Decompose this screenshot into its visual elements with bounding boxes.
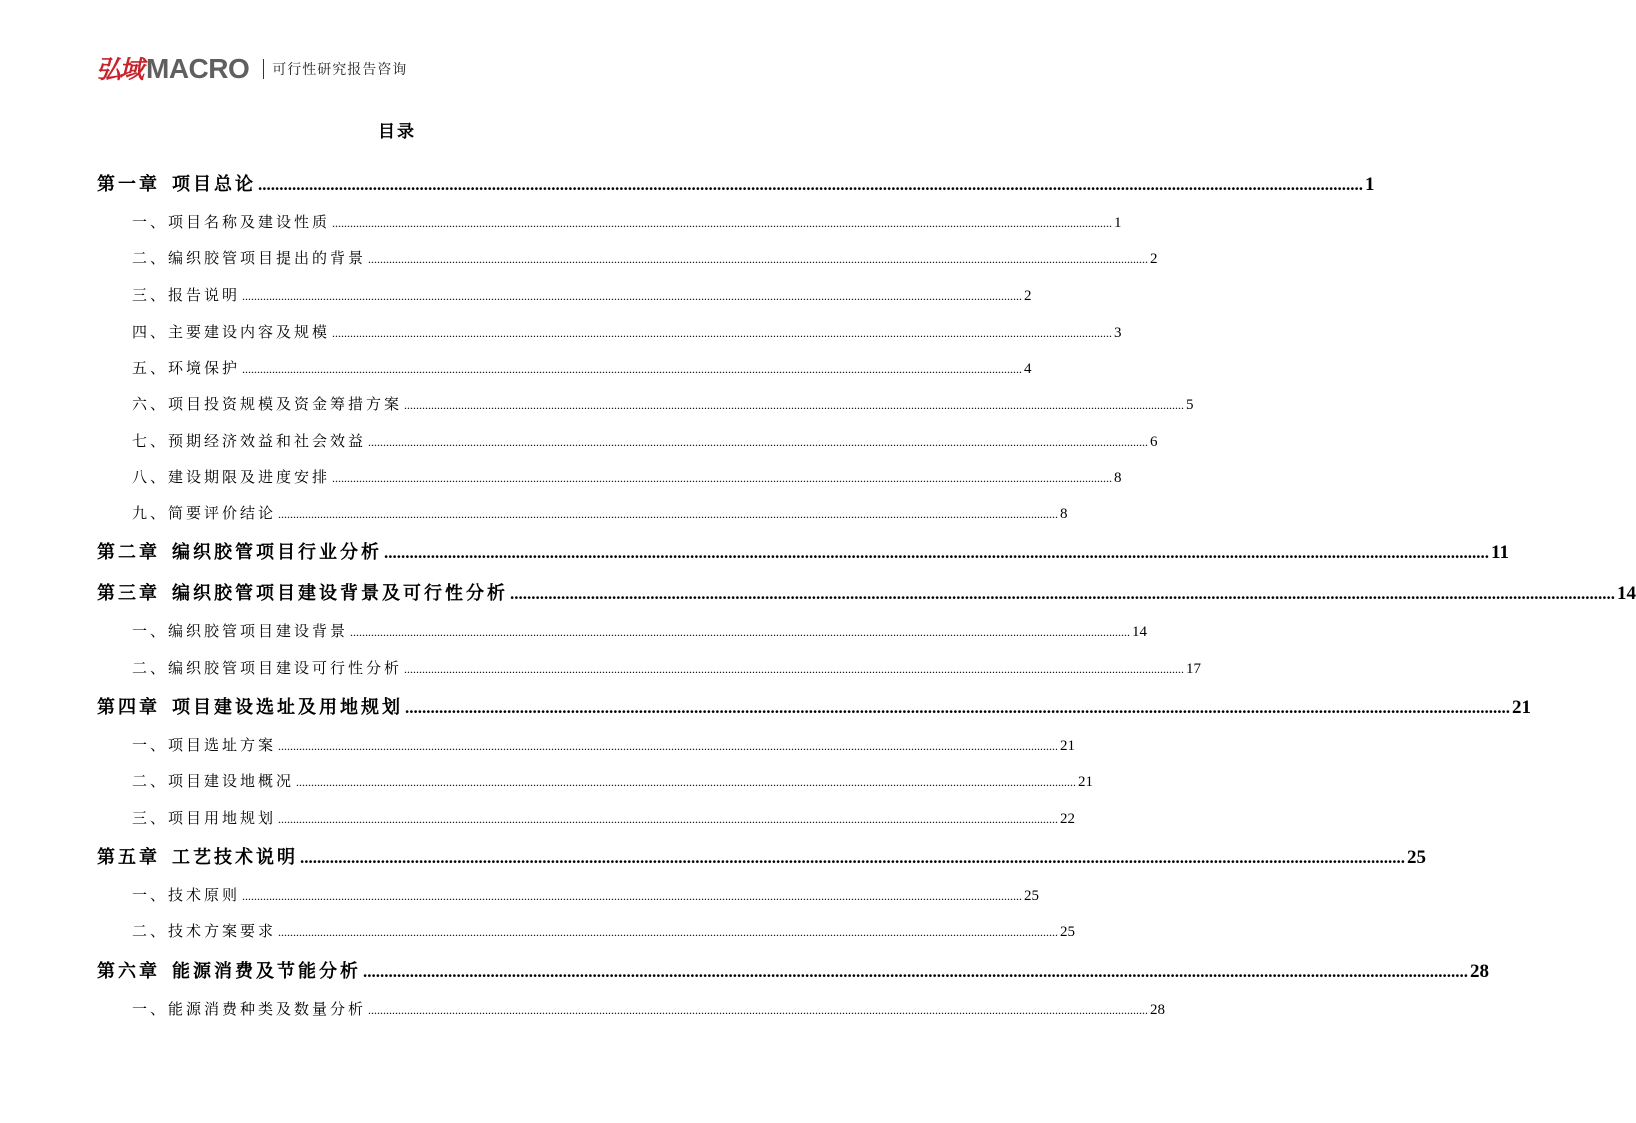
- toc-leader-dots: ....................................................................................................................................................................................................................................................................: [350, 625, 1131, 639]
- company-logo: [96, 55, 249, 83]
- toc-section-entry[interactable]: [132, 998, 1166, 1022]
- toc-entry-number: 一、: [132, 213, 169, 231]
- page-header: [96, 52, 407, 86]
- toc-entry-title: 报告说明: [168, 286, 241, 304]
- toc-page-number: 25: [1407, 847, 1426, 868]
- toc-section-entry[interactable]: [132, 393, 1194, 417]
- toc-chapter-entry[interactable]: [97, 843, 1426, 873]
- toc-entry-number: 第一章: [97, 174, 160, 195]
- toc-page-number: 14: [1617, 583, 1636, 604]
- toc-page-number: 21: [1078, 774, 1094, 790]
- toc-entry-title: 环境保护: [168, 359, 241, 377]
- toc-entry-title: 项目用地规划: [168, 809, 277, 827]
- toc-entry-title: 项目投资规模及资金筹措方案: [168, 395, 403, 413]
- toc-entry-title: 编织胶管项目建设可行性分析: [168, 659, 403, 677]
- toc-leader-dots: ....................................................................................................................................................................................................................................................................: [368, 1003, 1149, 1017]
- toc-leader-dots: ....................................................................................................................................................................................................................................................................: [368, 435, 1149, 449]
- toc-leader-dots: ....................................................................................................................................................................................................................................................................: [363, 962, 1468, 981]
- toc-entry-title: 项目总论: [172, 174, 256, 195]
- toc-page-number: 21: [1512, 697, 1531, 718]
- toc-entry-title: 项目建设地概况: [168, 772, 295, 790]
- toc-leader-dots: ....................................................................................................................................................................................................................................................................: [332, 326, 1113, 340]
- toc-entry-number: 第六章: [97, 961, 160, 982]
- toc-leader-dots: ....................................................................................................................................................................................................................................................................: [242, 362, 1023, 376]
- toc-entry-number: 三、: [132, 809, 169, 827]
- toc-entry-title: 简要评价结论: [168, 504, 277, 522]
- toc-entry-number: 第三章: [97, 583, 160, 604]
- toc-page-number: 2: [1024, 288, 1032, 304]
- toc-entry-number: 一、: [132, 886, 169, 904]
- toc-entry-number: 九、: [132, 504, 169, 522]
- toc-page-number: 25: [1024, 888, 1040, 904]
- toc-leader-dots: ....................................................................................................................................................................................................................................................................: [384, 543, 1489, 562]
- toc-entry-title: 能源消费及节能分析: [172, 961, 361, 982]
- toc-leader-dots: ....................................................................................................................................................................................................................................................................: [404, 662, 1185, 676]
- toc-page-number: 11: [1491, 542, 1509, 563]
- toc-page-number: 25: [1060, 924, 1076, 940]
- toc-entry-title: 项目建设选址及用地规划: [172, 697, 403, 718]
- toc-entry-title: 编织胶管项目建设背景: [168, 622, 349, 640]
- toc-section-entry[interactable]: [132, 807, 1076, 831]
- toc-section-entry[interactable]: [132, 884, 1040, 908]
- toc-entry-number: 三、: [132, 286, 169, 304]
- toc-page-number: 6: [1150, 434, 1158, 450]
- toc-section-entry[interactable]: [132, 657, 1202, 681]
- toc-entry-title: 建设期限及进度安排: [168, 468, 331, 486]
- toc-entry-title: 预期经济效益和社会效益: [168, 432, 367, 450]
- toc-entry-title: 技术方案要求: [168, 922, 277, 940]
- toc-page-number: 17: [1186, 661, 1202, 677]
- header-divider: [263, 59, 264, 79]
- toc-section-entry[interactable]: [132, 357, 1032, 381]
- toc-chapter-entry[interactable]: [97, 170, 1375, 200]
- toc-entry-number: 二、: [132, 659, 169, 677]
- toc-page-number: 2: [1150, 251, 1158, 267]
- toc-section-entry[interactable]: [132, 770, 1094, 794]
- toc-section-entry[interactable]: [132, 211, 1122, 235]
- logo-english-text: MACRO: [146, 53, 250, 84]
- toc-section-entry[interactable]: [132, 430, 1158, 454]
- toc-leader-dots: ....................................................................................................................................................................................................................................................................: [332, 216, 1113, 230]
- toc-entry-title: 编织胶管项目行业分析: [172, 542, 382, 563]
- toc-entry-number: 八、: [132, 468, 169, 486]
- toc-entry-title: 主要建设内容及规模: [168, 323, 331, 341]
- toc-leader-dots: ....................................................................................................................................................................................................................................................................: [258, 175, 1363, 194]
- toc-page-number: 28: [1150, 1002, 1166, 1018]
- toc-page-number: 22: [1060, 811, 1076, 827]
- toc-entry-title: 工艺技术说明: [172, 847, 298, 868]
- toc-page-number: 1: [1114, 215, 1122, 231]
- toc-chapter-entry[interactable]: [97, 538, 1509, 568]
- toc-leader-dots: ....................................................................................................................................................................................................................................................................: [242, 889, 1023, 903]
- toc-leader-dots: ....................................................................................................................................................................................................................................................................: [404, 398, 1185, 412]
- toc-entry-number: 第二章: [97, 542, 160, 563]
- toc-leader-dots: ....................................................................................................................................................................................................................................................................: [510, 584, 1615, 603]
- toc-entry-number: 第五章: [97, 847, 160, 868]
- toc-entry-number: 二、: [132, 772, 169, 790]
- toc-entry-number: 六、: [132, 395, 169, 413]
- toc-entry-title: 项目选址方案: [168, 736, 277, 754]
- toc-entry-title: 编织胶管项目建设背景及可行性分析: [172, 583, 508, 604]
- toc-section-entry[interactable]: [132, 247, 1158, 271]
- toc-chapter-entry[interactable]: [97, 957, 1489, 987]
- toc-page-number: 8: [1060, 506, 1068, 522]
- toc-entry-number: 一、: [132, 622, 169, 640]
- toc-leader-dots: ....................................................................................................................................................................................................................................................................: [405, 698, 1510, 717]
- toc-section-entry[interactable]: [132, 284, 1032, 308]
- logo-chinese-text: 弘域: [96, 54, 143, 84]
- toc-leader-dots: ....................................................................................................................................................................................................................................................................: [278, 507, 1059, 521]
- toc-entry-number: 五、: [132, 359, 169, 377]
- toc-page-number: 1: [1365, 174, 1375, 195]
- toc-leader-dots: ....................................................................................................................................................................................................................................................................: [278, 925, 1059, 939]
- toc-entry-number: 二、: [132, 249, 169, 267]
- toc-leader-dots: ....................................................................................................................................................................................................................................................................: [278, 739, 1059, 753]
- toc-page-number: 5: [1186, 397, 1194, 413]
- toc-section-entry[interactable]: [132, 920, 1076, 944]
- toc-leader-dots: ....................................................................................................................................................................................................................................................................: [242, 289, 1023, 303]
- toc-section-entry[interactable]: [132, 734, 1076, 758]
- toc-entry-number: 一、: [132, 1000, 169, 1018]
- toc-entry-number: 第四章: [97, 697, 160, 718]
- header-tagline: 可行性研究报告咨询: [272, 62, 408, 78]
- toc-entry-number: 四、: [132, 323, 169, 341]
- toc-entry-number: 一、: [132, 736, 169, 754]
- toc-entry-number: 二、: [132, 922, 169, 940]
- toc-page-number: 8: [1114, 470, 1122, 486]
- toc-leader-dots: ....................................................................................................................................................................................................................................................................: [300, 848, 1405, 867]
- toc-leader-dots: ....................................................................................................................................................................................................................................................................: [368, 252, 1149, 266]
- toc-entry-title: 能源消费种类及数量分析: [168, 1000, 367, 1018]
- toc-leader-dots: ....................................................................................................................................................................................................................................................................: [296, 775, 1077, 789]
- toc-page-number: 21: [1060, 738, 1076, 754]
- toc-entry-title: 项目名称及建设性质: [168, 213, 331, 231]
- toc-chapter-entry[interactable]: [97, 579, 1636, 609]
- toc-section-entry[interactable]: [132, 502, 1068, 526]
- toc-leader-dots: ....................................................................................................................................................................................................................................................................: [278, 812, 1059, 826]
- toc-page-number: 14: [1132, 624, 1148, 640]
- toc-page-number: 3: [1114, 325, 1122, 341]
- toc-page-number: 28: [1470, 961, 1489, 982]
- toc-section-entry[interactable]: [132, 466, 1122, 490]
- toc-chapter-entry[interactable]: [97, 693, 1531, 723]
- toc-section-entry[interactable]: [132, 620, 1148, 644]
- toc-leader-dots: ....................................................................................................................................................................................................................................................................: [332, 471, 1113, 485]
- toc-entry-title: 技术原则: [168, 886, 241, 904]
- toc-title: 目录: [378, 122, 416, 142]
- toc-page-number: 4: [1024, 361, 1032, 377]
- toc-entry-title: 编织胶管项目提出的背景: [168, 249, 367, 267]
- toc-section-entry[interactable]: [132, 321, 1122, 345]
- toc-entry-number: 七、: [132, 432, 169, 450]
